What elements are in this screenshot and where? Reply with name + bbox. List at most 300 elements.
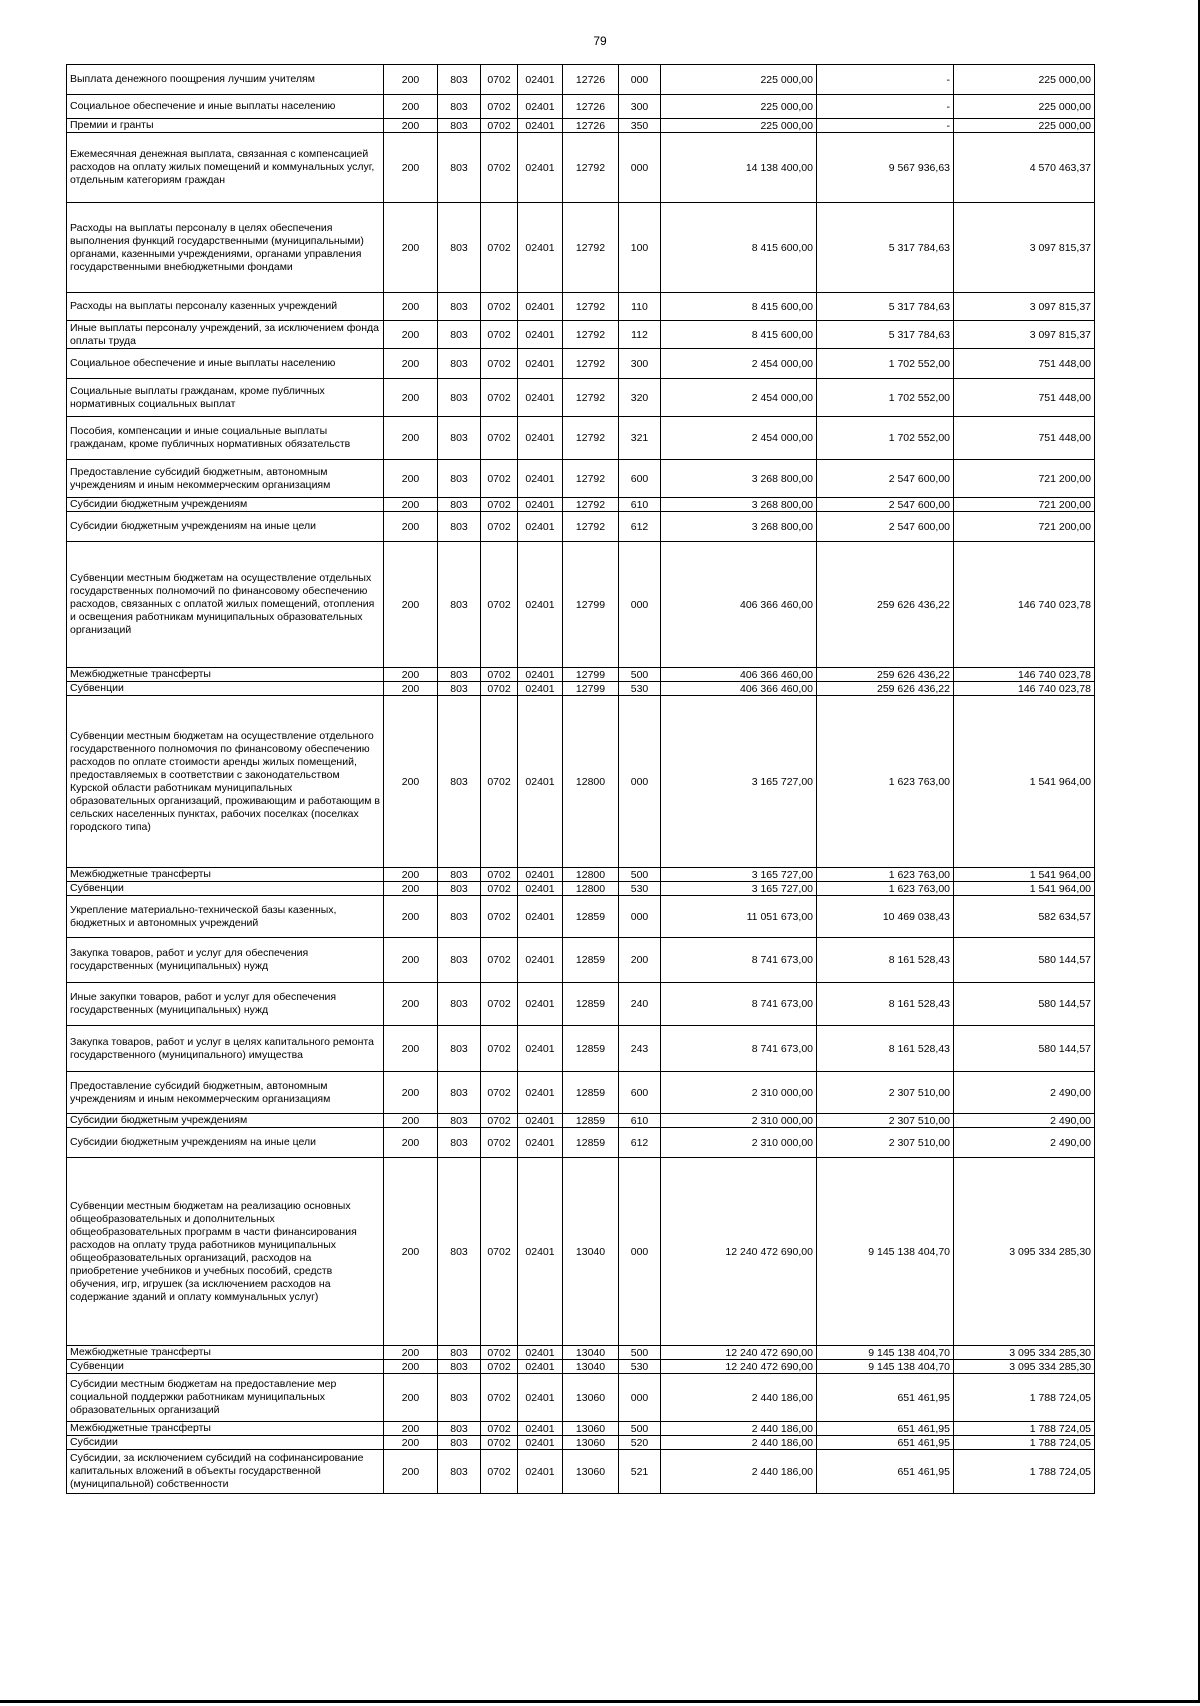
table-row (67, 938, 1095, 983)
table-row (67, 668, 1095, 682)
code-expense-type: 500 (619, 1346, 661, 1360)
code-direction: 12792 (563, 321, 619, 349)
value-executed: 2 307 510,00 (817, 1128, 954, 1158)
value-executed: 2 307 510,00 (817, 1072, 954, 1114)
value-planned: 3 165 727,00 (661, 696, 817, 868)
value-remaining: 751 448,00 (954, 417, 1095, 460)
code-expense-type: 520 (619, 1436, 661, 1450)
value-planned: 12 240 472 690,00 (661, 1346, 817, 1360)
value-planned: 3 268 800,00 (661, 512, 817, 542)
value-remaining: 1 541 964,00 (954, 882, 1095, 896)
code-main: 200 (384, 983, 438, 1026)
code-direction: 13060 (563, 1450, 619, 1494)
code-section: 0702 (481, 1360, 518, 1374)
code-program: 02401 (518, 1026, 563, 1072)
code-main: 200 (384, 696, 438, 868)
value-planned: 2 440 186,00 (661, 1450, 817, 1494)
table-row (67, 65, 1095, 95)
value-planned: 406 366 460,00 (661, 682, 817, 696)
code-chapter: 803 (438, 512, 481, 542)
code-section: 0702 (481, 682, 518, 696)
code-section: 0702 (481, 460, 518, 498)
code-main: 200 (384, 1360, 438, 1374)
code-section: 0702 (481, 1450, 518, 1494)
code-program: 02401 (518, 983, 563, 1026)
code-chapter: 803 (438, 379, 481, 417)
code-program: 02401 (518, 293, 563, 321)
value-planned: 2 440 186,00 (661, 1422, 817, 1436)
value-executed: 2 547 600,00 (817, 498, 954, 512)
value-remaining: 3 095 334 285,30 (954, 1346, 1095, 1360)
code-section: 0702 (481, 95, 518, 119)
table-row (67, 293, 1095, 321)
code-direction: 12792 (563, 349, 619, 379)
code-section: 0702 (481, 321, 518, 349)
code-main: 200 (384, 1422, 438, 1436)
row-name: Закупка товаров, работ и услуг в целях капитального ремонта государственного (муниципального) имущества (67, 1026, 384, 1072)
code-program: 02401 (518, 95, 563, 119)
table-row (67, 1114, 1095, 1128)
row-name: Укрепление материально-технической базы казенных, бюджетных и автономных учреждений (67, 896, 384, 938)
value-planned: 11 051 673,00 (661, 896, 817, 938)
row-name: Межбюджетные трансферты (67, 1422, 384, 1436)
value-executed: 8 161 528,43 (817, 1026, 954, 1072)
code-section: 0702 (481, 1436, 518, 1450)
code-program: 02401 (518, 1374, 563, 1422)
row-name: Социальные выплаты гражданам, кроме публичных нормативных социальных выплат (67, 379, 384, 417)
value-planned: 2 454 000,00 (661, 379, 817, 417)
code-main: 200 (384, 938, 438, 983)
value-remaining: 4 570 463,37 (954, 133, 1095, 203)
code-expense-type: 530 (619, 682, 661, 696)
value-executed: 1 623 763,00 (817, 882, 954, 896)
code-program: 02401 (518, 1128, 563, 1158)
table-row (67, 983, 1095, 1026)
code-direction: 12800 (563, 882, 619, 896)
code-expense-type: 112 (619, 321, 661, 349)
code-chapter: 803 (438, 133, 481, 203)
code-chapter: 803 (438, 682, 481, 696)
code-chapter: 803 (438, 417, 481, 460)
code-section: 0702 (481, 696, 518, 868)
value-executed: 10 469 038,43 (817, 896, 954, 938)
value-planned: 2 440 186,00 (661, 1436, 817, 1450)
value-planned: 2 454 000,00 (661, 349, 817, 379)
value-remaining: 3 097 815,37 (954, 321, 1095, 349)
code-expense-type: 243 (619, 1026, 661, 1072)
table-row (67, 1436, 1095, 1450)
value-executed: 5 317 784,63 (817, 203, 954, 293)
code-program: 02401 (518, 868, 563, 882)
code-chapter: 803 (438, 321, 481, 349)
table-row (67, 1346, 1095, 1360)
table-row (67, 512, 1095, 542)
value-remaining: 2 490,00 (954, 1114, 1095, 1128)
value-remaining: 751 448,00 (954, 349, 1095, 379)
code-chapter: 803 (438, 696, 481, 868)
value-remaining: 1 541 964,00 (954, 696, 1095, 868)
code-direction: 12859 (563, 1114, 619, 1128)
code-expense-type: 350 (619, 119, 661, 133)
value-executed: 2 307 510,00 (817, 1114, 954, 1128)
code-section: 0702 (481, 882, 518, 896)
code-direction: 12792 (563, 203, 619, 293)
value-executed: 9 145 138 404,70 (817, 1158, 954, 1346)
value-planned: 2 310 000,00 (661, 1072, 817, 1114)
code-section: 0702 (481, 498, 518, 512)
value-planned: 2 310 000,00 (661, 1114, 817, 1128)
code-main: 200 (384, 379, 438, 417)
code-section: 0702 (481, 349, 518, 379)
value-remaining: 225 000,00 (954, 65, 1095, 95)
code-chapter: 803 (438, 119, 481, 133)
value-remaining: 1 788 724,05 (954, 1374, 1095, 1422)
code-main: 200 (384, 498, 438, 512)
row-name: Субсидии бюджетным учреждениям на иные цели (67, 512, 384, 542)
code-section: 0702 (481, 417, 518, 460)
code-chapter: 803 (438, 1436, 481, 1450)
value-remaining: 1 788 724,05 (954, 1422, 1095, 1436)
code-expense-type: 000 (619, 133, 661, 203)
table-row (67, 882, 1095, 896)
table-row (67, 542, 1095, 668)
code-main: 200 (384, 417, 438, 460)
value-executed: 259 626 436,22 (817, 542, 954, 668)
value-planned: 225 000,00 (661, 65, 817, 95)
value-planned: 12 240 472 690,00 (661, 1158, 817, 1346)
code-expense-type: 612 (619, 1128, 661, 1158)
code-expense-type: 530 (619, 1360, 661, 1374)
row-name: Расходы на выплаты персоналу в целях обеспечения выполнения функций государственными (муниципальными) органами, казенными учреждениями, органами управления государственными внебюджетными фондами (67, 203, 384, 293)
value-executed: 651 461,95 (817, 1374, 954, 1422)
table-row (67, 133, 1095, 203)
code-direction: 12799 (563, 542, 619, 668)
code-program: 02401 (518, 417, 563, 460)
code-section: 0702 (481, 1346, 518, 1360)
table-row (67, 1422, 1095, 1436)
code-program: 02401 (518, 203, 563, 293)
code-main: 200 (384, 1346, 438, 1360)
value-executed: 259 626 436,22 (817, 668, 954, 682)
code-main: 200 (384, 293, 438, 321)
code-chapter: 803 (438, 1422, 481, 1436)
value-executed: 1 702 552,00 (817, 379, 954, 417)
value-planned: 12 240 472 690,00 (661, 1360, 817, 1374)
code-expense-type: 530 (619, 882, 661, 896)
code-chapter: 803 (438, 203, 481, 293)
value-planned: 406 366 460,00 (661, 542, 817, 668)
value-executed: 8 161 528,43 (817, 938, 954, 983)
code-direction: 12726 (563, 119, 619, 133)
value-executed: 5 317 784,63 (817, 293, 954, 321)
code-expense-type: 500 (619, 668, 661, 682)
code-main: 200 (384, 1072, 438, 1114)
value-executed: 9 567 936,63 (817, 133, 954, 203)
code-section: 0702 (481, 133, 518, 203)
table-row (67, 1374, 1095, 1422)
code-expense-type: 521 (619, 1450, 661, 1494)
code-section: 0702 (481, 868, 518, 882)
value-executed: 9 145 138 404,70 (817, 1346, 954, 1360)
value-remaining: 225 000,00 (954, 119, 1095, 133)
table-row (67, 349, 1095, 379)
table-row (67, 1072, 1095, 1114)
row-name: Предоставление субсидий бюджетным, автономным учреждениям и иным некоммерческим организациям (67, 460, 384, 498)
code-main: 200 (384, 119, 438, 133)
value-remaining: 751 448,00 (954, 379, 1095, 417)
code-program: 02401 (518, 1422, 563, 1436)
row-name: Субсидии, за исключением субсидий на софинансирование капитальных вложений в объекты государственной (муниципальной) собственности (67, 1450, 384, 1494)
code-main: 200 (384, 133, 438, 203)
value-executed: - (817, 65, 954, 95)
code-expense-type: 612 (619, 512, 661, 542)
code-program: 02401 (518, 119, 563, 133)
code-program: 02401 (518, 696, 563, 868)
table-row (67, 460, 1095, 498)
value-planned: 8 741 673,00 (661, 983, 817, 1026)
code-section: 0702 (481, 1128, 518, 1158)
value-planned: 8 415 600,00 (661, 293, 817, 321)
code-section: 0702 (481, 379, 518, 417)
code-section: 0702 (481, 1422, 518, 1436)
code-section: 0702 (481, 1114, 518, 1128)
code-main: 200 (384, 896, 438, 938)
code-main: 200 (384, 882, 438, 896)
table-row (67, 868, 1095, 882)
value-remaining: 1 788 724,05 (954, 1436, 1095, 1450)
code-section: 0702 (481, 938, 518, 983)
value-executed: 1 623 763,00 (817, 868, 954, 882)
code-direction: 13040 (563, 1360, 619, 1374)
value-remaining: 580 144,57 (954, 938, 1095, 983)
code-main: 200 (384, 1026, 438, 1072)
code-chapter: 803 (438, 983, 481, 1026)
table-row (67, 896, 1095, 938)
code-main: 200 (384, 65, 438, 95)
code-program: 02401 (518, 1450, 563, 1494)
code-main: 200 (384, 460, 438, 498)
code-expense-type: 600 (619, 460, 661, 498)
code-direction: 12859 (563, 1128, 619, 1158)
row-name: Субсидии бюджетным учреждениям (67, 1114, 384, 1128)
code-expense-type: 500 (619, 868, 661, 882)
table-row (67, 1128, 1095, 1158)
code-main: 200 (384, 1114, 438, 1128)
code-expense-type: 500 (619, 1422, 661, 1436)
code-section: 0702 (481, 1026, 518, 1072)
code-program: 02401 (518, 896, 563, 938)
table-row (67, 321, 1095, 349)
value-planned: 8 741 673,00 (661, 938, 817, 983)
code-direction: 13060 (563, 1374, 619, 1422)
code-chapter: 803 (438, 65, 481, 95)
code-expense-type: 000 (619, 1158, 661, 1346)
code-expense-type: 240 (619, 983, 661, 1026)
code-main: 200 (384, 1374, 438, 1422)
code-chapter: 803 (438, 1374, 481, 1422)
code-program: 02401 (518, 498, 563, 512)
table-row (67, 696, 1095, 868)
value-remaining: 3 095 334 285,30 (954, 1158, 1095, 1346)
code-direction: 12792 (563, 460, 619, 498)
code-direction: 12859 (563, 938, 619, 983)
value-remaining: 3 097 815,37 (954, 203, 1095, 293)
code-program: 02401 (518, 1072, 563, 1114)
code-section: 0702 (481, 542, 518, 668)
code-main: 200 (384, 95, 438, 119)
code-section: 0702 (481, 203, 518, 293)
code-chapter: 803 (438, 542, 481, 668)
row-name: Предоставление субсидий бюджетным, автономным учреждениям и иным некоммерческим организациям (67, 1072, 384, 1114)
code-main: 200 (384, 682, 438, 696)
row-name: Иные выплаты персоналу учреждений, за исключением фонда оплаты труда (67, 321, 384, 349)
row-name: Субвенции местным бюджетам на осуществление отдельных государственных полномочий по финансовому обеспечению расходов, связанных с оплатой жилых помещений, отопления и освещения работникам муниципальных образовательных организаций (67, 542, 384, 668)
row-name: Субвенции местным бюджетам на реализацию основных общеобразовательных и дополнительных общеобразовательных программ в части финансирования расходов на оплату труда работников муниципальных общеобразовательных организаций, расходов на приобретение учебников и учебных пособий, средств обучения, игр, игрушек (за исключением расходов на содержание зданий и оплату коммунальных услуг) (67, 1158, 384, 1346)
code-expense-type: 600 (619, 1072, 661, 1114)
value-remaining: 2 490,00 (954, 1128, 1095, 1158)
row-name: Субсидии местным бюджетам на предоставление мер социальной поддержки работникам муниципальных образовательных организаций (67, 1374, 384, 1422)
code-program: 02401 (518, 460, 563, 498)
code-chapter: 803 (438, 1114, 481, 1128)
value-planned: 2 440 186,00 (661, 1374, 817, 1422)
value-planned: 8 415 600,00 (661, 321, 817, 349)
value-planned: 225 000,00 (661, 119, 817, 133)
code-main: 200 (384, 668, 438, 682)
budget-table-body (67, 65, 1095, 1494)
value-executed: 651 461,95 (817, 1422, 954, 1436)
row-name: Иные закупки товаров, работ и услуг для обеспечения государственных (муниципальных) нужд (67, 983, 384, 1026)
table-row (67, 1026, 1095, 1072)
code-expense-type: 610 (619, 1114, 661, 1128)
code-program: 02401 (518, 882, 563, 896)
code-section: 0702 (481, 896, 518, 938)
value-remaining: 1 541 964,00 (954, 868, 1095, 882)
value-planned: 2 454 000,00 (661, 417, 817, 460)
row-name: Субсидии (67, 1436, 384, 1450)
value-planned: 3 165 727,00 (661, 882, 817, 896)
code-direction: 12792 (563, 417, 619, 460)
code-chapter: 803 (438, 1450, 481, 1494)
code-chapter: 803 (438, 349, 481, 379)
value-executed: 1 702 552,00 (817, 349, 954, 379)
value-remaining: 1 788 724,05 (954, 1450, 1095, 1494)
value-planned: 14 138 400,00 (661, 133, 817, 203)
value-planned: 3 268 800,00 (661, 498, 817, 512)
code-direction: 12792 (563, 133, 619, 203)
table-row (67, 379, 1095, 417)
code-main: 200 (384, 1128, 438, 1158)
code-program: 02401 (518, 1114, 563, 1128)
value-executed: 1 702 552,00 (817, 417, 954, 460)
code-program: 02401 (518, 1346, 563, 1360)
code-direction: 12859 (563, 896, 619, 938)
code-program: 02401 (518, 1360, 563, 1374)
value-executed: 8 161 528,43 (817, 983, 954, 1026)
code-expense-type: 000 (619, 65, 661, 95)
value-remaining: 2 490,00 (954, 1072, 1095, 1114)
value-executed: 2 547 600,00 (817, 460, 954, 498)
row-name: Субвенции местным бюджетам на осуществление отдельного государственного полномочия по финансовому обеспечению расходов по оплате стоимости аренды жилых помещений, предоставляемых в соответствии с законодательством Курской области работникам муниципальных образовательных организаций, проживающим и работающим в сельских населенных пунктах, рабочих поселках (поселках городского типа) (67, 696, 384, 868)
code-chapter: 803 (438, 938, 481, 983)
code-direction: 12792 (563, 498, 619, 512)
code-direction: 12799 (563, 668, 619, 682)
code-expense-type: 000 (619, 896, 661, 938)
row-name: Межбюджетные трансферты (67, 1346, 384, 1360)
code-direction: 12859 (563, 1026, 619, 1072)
code-chapter: 803 (438, 95, 481, 119)
value-executed: - (817, 95, 954, 119)
value-planned: 3 165 727,00 (661, 868, 817, 882)
value-planned: 406 366 460,00 (661, 668, 817, 682)
code-direction: 13060 (563, 1436, 619, 1450)
value-remaining: 582 634,57 (954, 896, 1095, 938)
code-chapter: 803 (438, 896, 481, 938)
code-program: 02401 (518, 682, 563, 696)
value-remaining: 721 200,00 (954, 460, 1095, 498)
row-name: Закупка товаров, работ и услуг для обеспечения государственных (муниципальных) нужд (67, 938, 384, 983)
code-direction: 12799 (563, 682, 619, 696)
code-section: 0702 (481, 1374, 518, 1422)
code-program: 02401 (518, 512, 563, 542)
value-remaining: 580 144,57 (954, 1026, 1095, 1072)
code-expense-type: 100 (619, 203, 661, 293)
value-executed: 259 626 436,22 (817, 682, 954, 696)
code-section: 0702 (481, 119, 518, 133)
code-chapter: 803 (438, 1128, 481, 1158)
row-name: Социальное обеспечение и иные выплаты населению (67, 95, 384, 119)
code-main: 200 (384, 542, 438, 668)
code-program: 02401 (518, 668, 563, 682)
code-direction: 12859 (563, 983, 619, 1026)
budget-table (66, 64, 1095, 1494)
code-expense-type: 110 (619, 293, 661, 321)
row-name: Социальное обеспечение и иные выплаты населению (67, 349, 384, 379)
code-expense-type: 300 (619, 349, 661, 379)
table-row (67, 95, 1095, 119)
value-remaining: 225 000,00 (954, 95, 1095, 119)
row-name: Субвенции (67, 682, 384, 696)
code-section: 0702 (481, 65, 518, 95)
code-section: 0702 (481, 293, 518, 321)
row-name: Межбюджетные трансферты (67, 668, 384, 682)
page-number: 79 (593, 34, 607, 48)
table-row (67, 1158, 1095, 1346)
value-remaining: 146 740 023,78 (954, 668, 1095, 682)
value-executed: 5 317 784,63 (817, 321, 954, 349)
value-executed: 1 623 763,00 (817, 696, 954, 868)
table-row (67, 682, 1095, 696)
code-chapter: 803 (438, 1346, 481, 1360)
code-main: 200 (384, 321, 438, 349)
code-main: 200 (384, 1158, 438, 1346)
code-main: 200 (384, 349, 438, 379)
code-chapter: 803 (438, 1072, 481, 1114)
code-program: 02401 (518, 349, 563, 379)
code-chapter: 803 (438, 1360, 481, 1374)
value-executed: 9 145 138 404,70 (817, 1360, 954, 1374)
value-remaining: 721 200,00 (954, 498, 1095, 512)
row-name: Расходы на выплаты персоналу казенных учреждений (67, 293, 384, 321)
row-name: Премии и гранты (67, 119, 384, 133)
code-program: 02401 (518, 65, 563, 95)
code-main: 200 (384, 203, 438, 293)
code-program: 02401 (518, 938, 563, 983)
value-planned: 225 000,00 (661, 95, 817, 119)
code-expense-type: 321 (619, 417, 661, 460)
code-main: 200 (384, 1450, 438, 1494)
row-name: Межбюджетные трансферты (67, 868, 384, 882)
code-direction: 12726 (563, 95, 619, 119)
